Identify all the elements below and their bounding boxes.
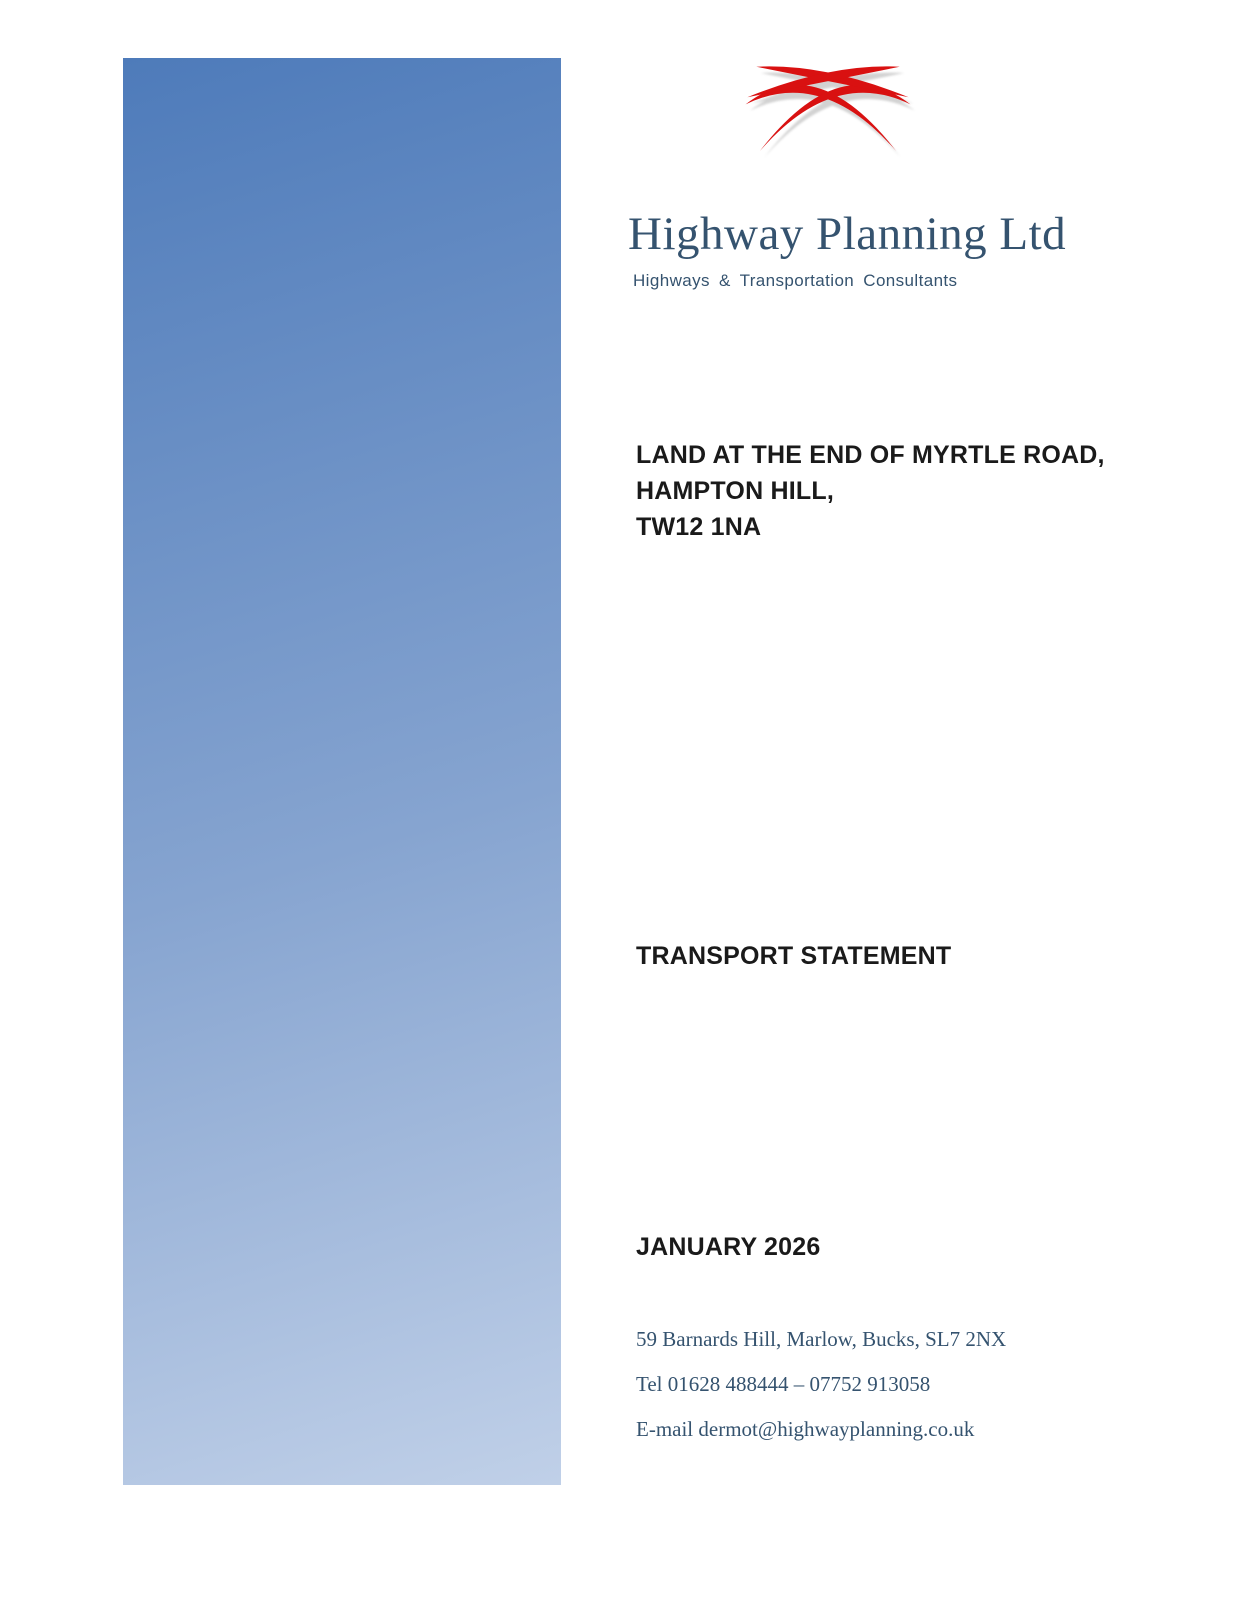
contact-email: E-mail dermot@highwayplanning.co.uk: [636, 1417, 975, 1441]
site-address-line-1: LAND AT THE END OF MYRTLE ROAD,: [636, 441, 1105, 469]
crossed-red-arcs-logo-icon: [730, 56, 926, 168]
contact-address: 59 Barnards Hill, Marlow, Bucks, SL7 2NX: [636, 1327, 1007, 1351]
company-name: Highway Planning Ltd: [628, 208, 1067, 260]
site-address-block: [636, 437, 1105, 545]
site-address-line-2: HAMPTON HILL,: [636, 477, 834, 505]
document-title: TRANSPORT STATEMENT: [636, 942, 952, 970]
site-address-line-3: TW12 1NA: [636, 513, 762, 541]
company-tagline: Highways & Transportation Consultants: [633, 271, 958, 290]
company-logo: [730, 56, 926, 168]
contact-block: [636, 1328, 1006, 1463]
document-date: JANUARY 2026: [636, 1233, 821, 1261]
contact-phone: Tel 01628 488444 – 07752 913058: [636, 1372, 931, 1396]
cover-accent-bar: [123, 58, 561, 1485]
